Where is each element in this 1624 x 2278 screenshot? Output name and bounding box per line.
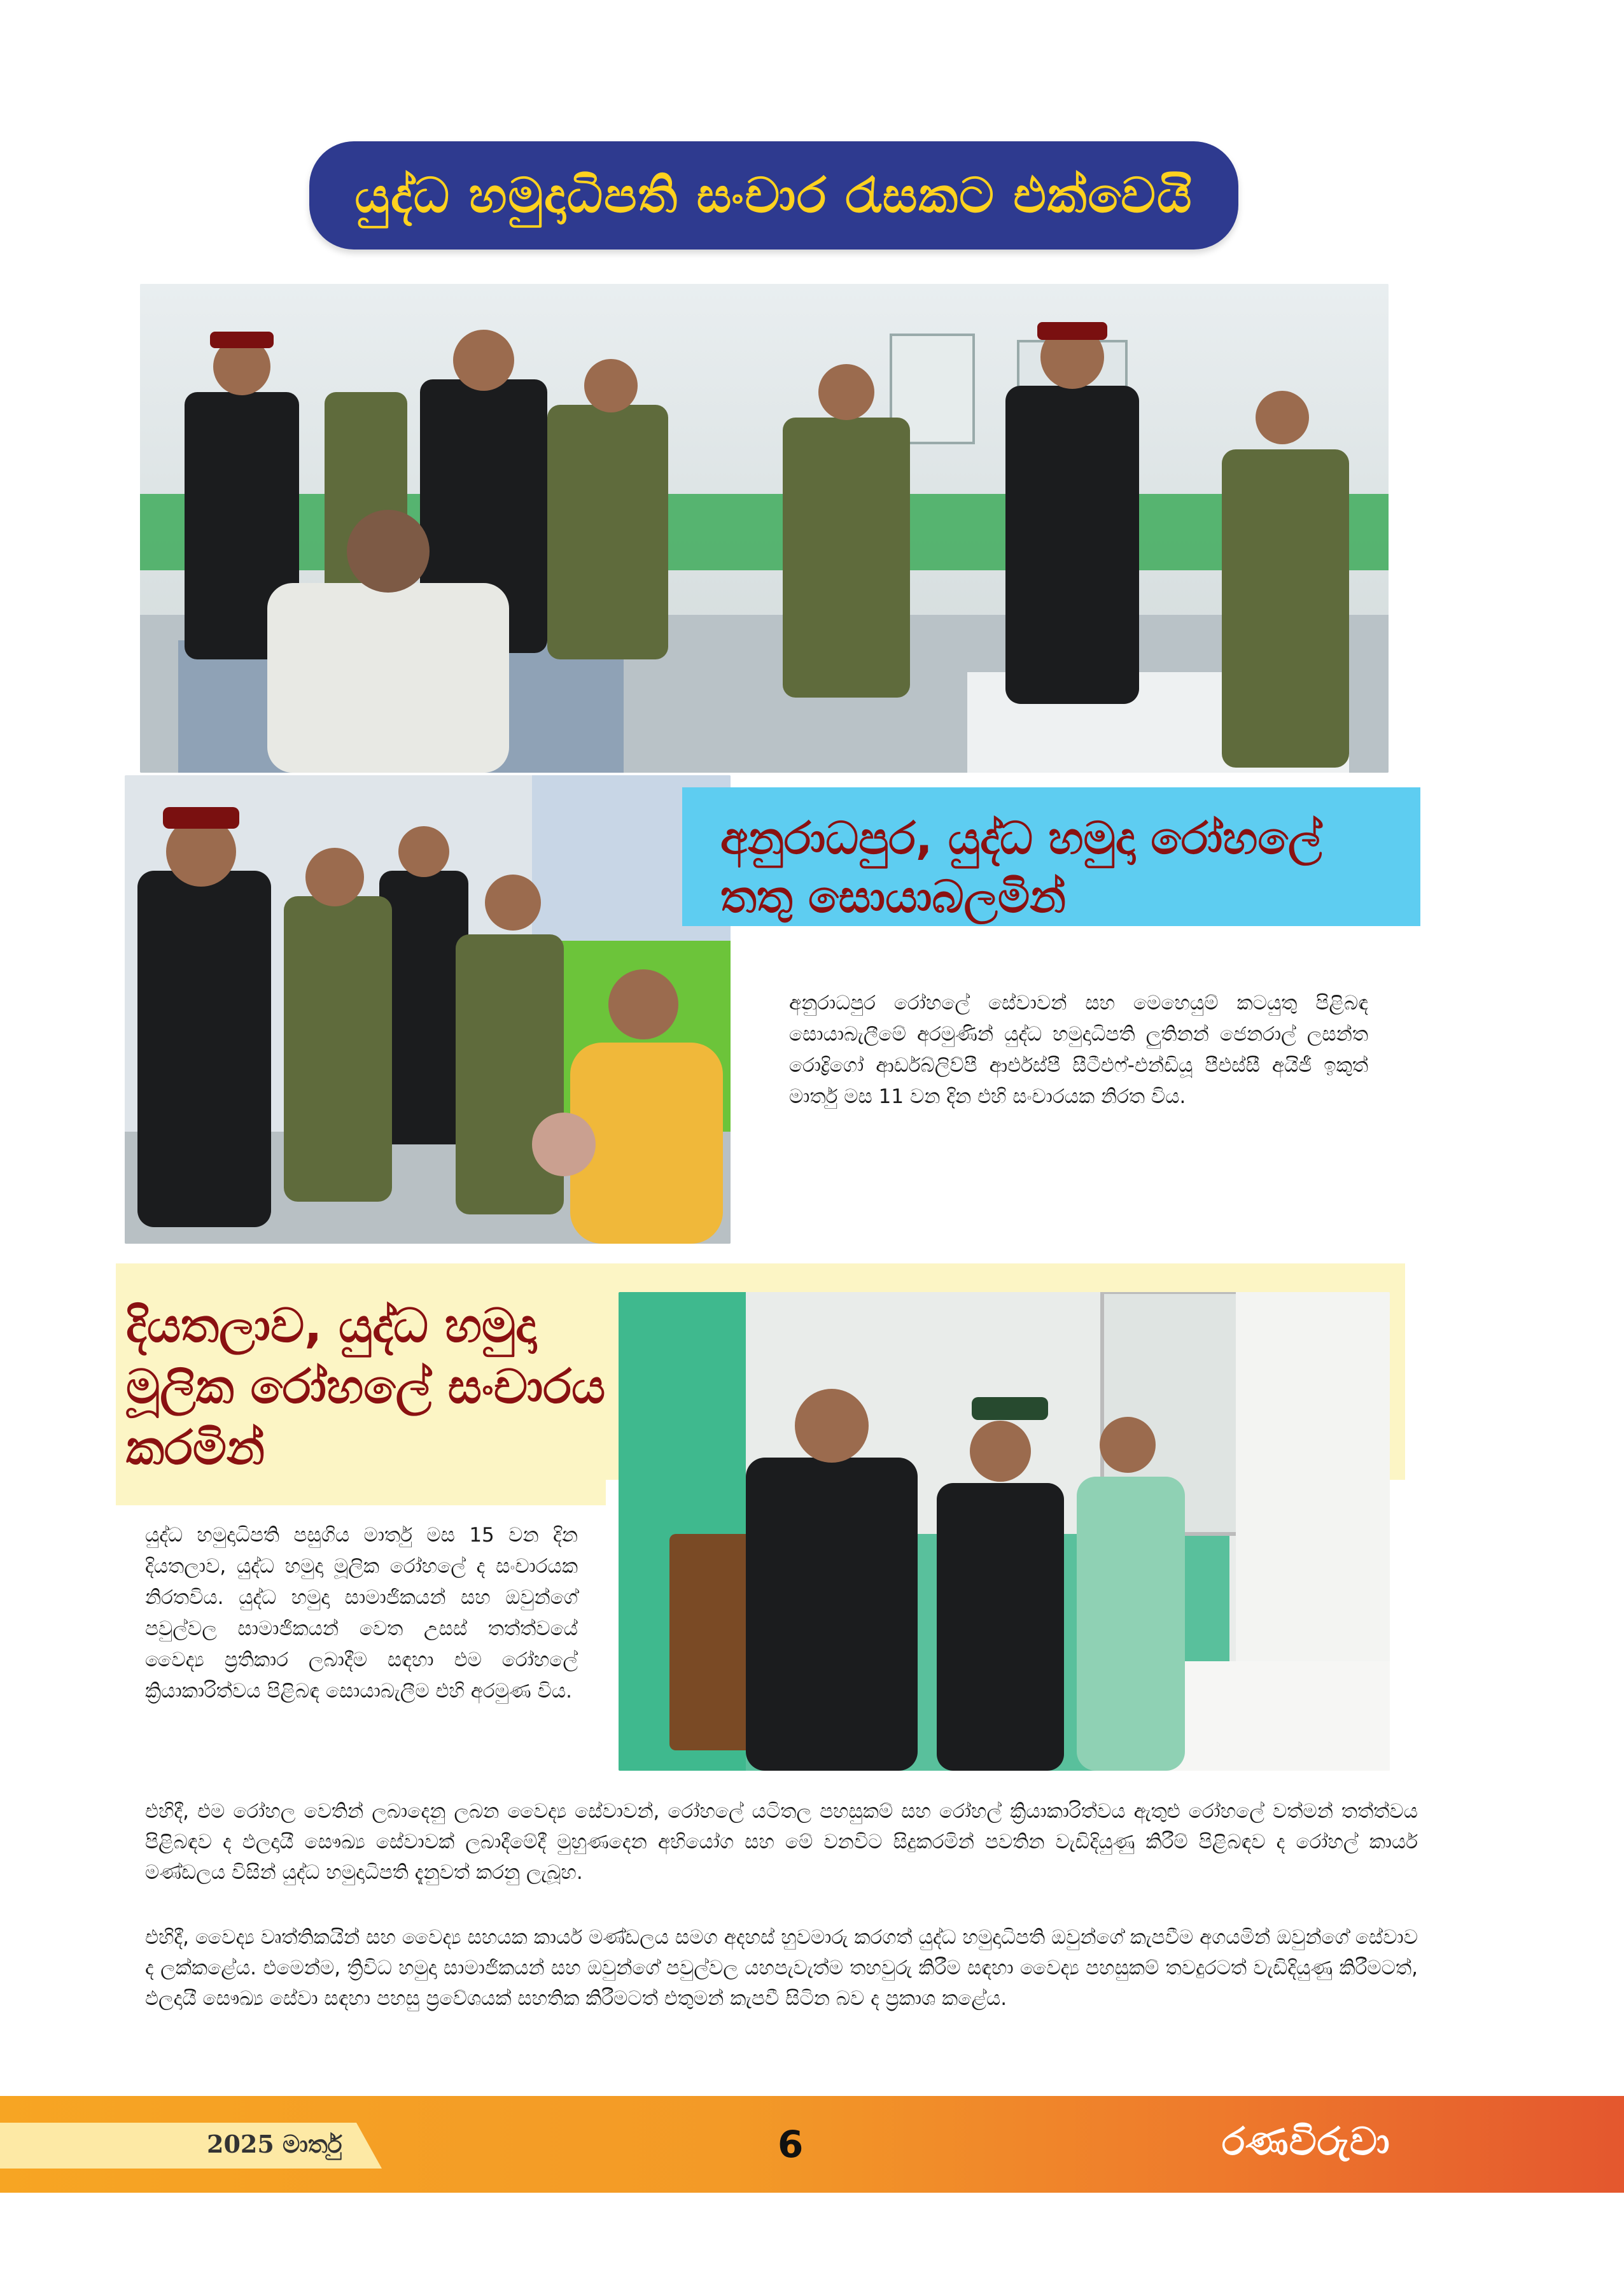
heading-line: දියතලාව, යුද්ධ හමුදා <box>126 1298 536 1353</box>
section-heading-anuradhapura <box>682 787 1420 926</box>
heading-line: මූලික රෝහලේ සංචාරය <box>126 1360 606 1414</box>
section-body-anuradhapura: අනුරාධපුර රෝහලේ සේවාවන් සහ මෙහෙයුම් කටයුතු පිළිබඳ සොයාබැලීමේ අරමුණින් යුද්ධ හමුදාධිපති ලුතිනන් ජෙනරාල් ලසන්ත රොද්‍රිගෝ ආර්ඩබ්ලිව්පී ආර්එස්පී සීටීඑෆ්-එන්ඩියූ පීඑස්සී අයිජී ඉකුත් මාර්තු මස 11 වන දින එහි සංචාරයක නිරත විය. <box>789 992 1368 1108</box>
section-band <box>116 1480 606 1505</box>
page-title: යුද්ධ හමුදාධිපති සංචාර රැසකට එක්වෙයි <box>354 166 1193 223</box>
magazine-logo: රණවිරුවා <box>1222 2120 1390 2164</box>
heading-line: අනුරාධපුර, යුද්ධ හමුදා රෝහලේ <box>720 812 1322 864</box>
photo-hospital-visit-ward <box>140 284 1389 773</box>
body-paragraph-2: එහිදී, වෛද්‍ය වෘත්තිකයින් සහ වෛද්‍ය සහයක කාර්ය මණ්ඩලය සමග අදහස් හුවමාරු කරගත් යුද්ධ හමුදාධිපති ඔවුන්ගේ කැපවීම අගයමින් ඔවුන්ගේ සේවාව ද ලක්කළේය. එමෙන්ම, ත්‍රිවිධ හමුදා සාමාජිකයන් සහ ඔවුන්ගේ පවුල්වල යහපැවැත්ම තහවුරු කිරීම සඳහා වෛද්‍ය පහසුකම් තවදුරටත් වැඩිදියුණු කිරීමටත්, ඵලදායී සෞඛ්‍ය සේවා සඳහා පහසු ප්‍රවේශයක් සහතික කිරීමටත් එතුමන් කැපවී සිටින බව ද ප්‍රකාශ කළේය. <box>145 1926 1418 2010</box>
heading-line: කරමින් <box>126 1421 265 1475</box>
photo-diyatalawa-hospital <box>619 1292 1390 1771</box>
photo-anuradhapura-hospital <box>125 775 731 1244</box>
page-number: 6 <box>778 2123 804 2166</box>
heading-line: තතු සොයාබලමින් <box>720 871 1067 923</box>
issue-date: 2025 මාර්තු <box>207 2130 342 2158</box>
section-heading-diyatalawa <box>126 1295 610 1479</box>
body-paragraph-1: එහිදී, එම රෝහල වෙතින් ලබාදෙනු ලබන වෛද්‍ය සේවාවන්, රෝහලේ යටිතල පහසුකම් සහ රෝහල් ක්‍රියාකාරිත්වය ඇතුළු රෝහලේ වත්මන් තත්ත්වය පිළිබඳව ද ඵලදායී සෞඛ්‍ය සේවාවක් ලබාදීමේදී මුහුණදෙන අභියෝග සහ මේ වනවිට සිදුකරමින් පවතින වැඩිදියුණු කිරීම් පිළිබඳව ද රෝහල් කාර්ය මණ්ඩලය විසින් යුද්ධ හමුදාධිපති දැනුවත් කරනු ලැබූහ. <box>145 1800 1418 1884</box>
page-title-banner <box>309 141 1238 250</box>
section-body-diyatalawa: යුද්ධ හමුදාධිපති පසුගිය මාර්තු මස 15 වන දින දියතලාව, යුද්ධ හමුදා මූලික රෝහලේ ද සංචාරයක නිරතවිය. යුද්ධ හමුදා සාමාජිකයන් සහ ඔවුන්ගේ පවුල්වල සාමාජිකයන් වෙත උසස් තත්ත්වයේ වෛද්‍ය ප්‍රතිකාර ලබාදීම සඳහා එම රෝහලේ ක්‍රියාකාරිත්වය පිළිබඳ සොයාබැලීම එහි අරමුණ විය. <box>145 1524 578 1703</box>
